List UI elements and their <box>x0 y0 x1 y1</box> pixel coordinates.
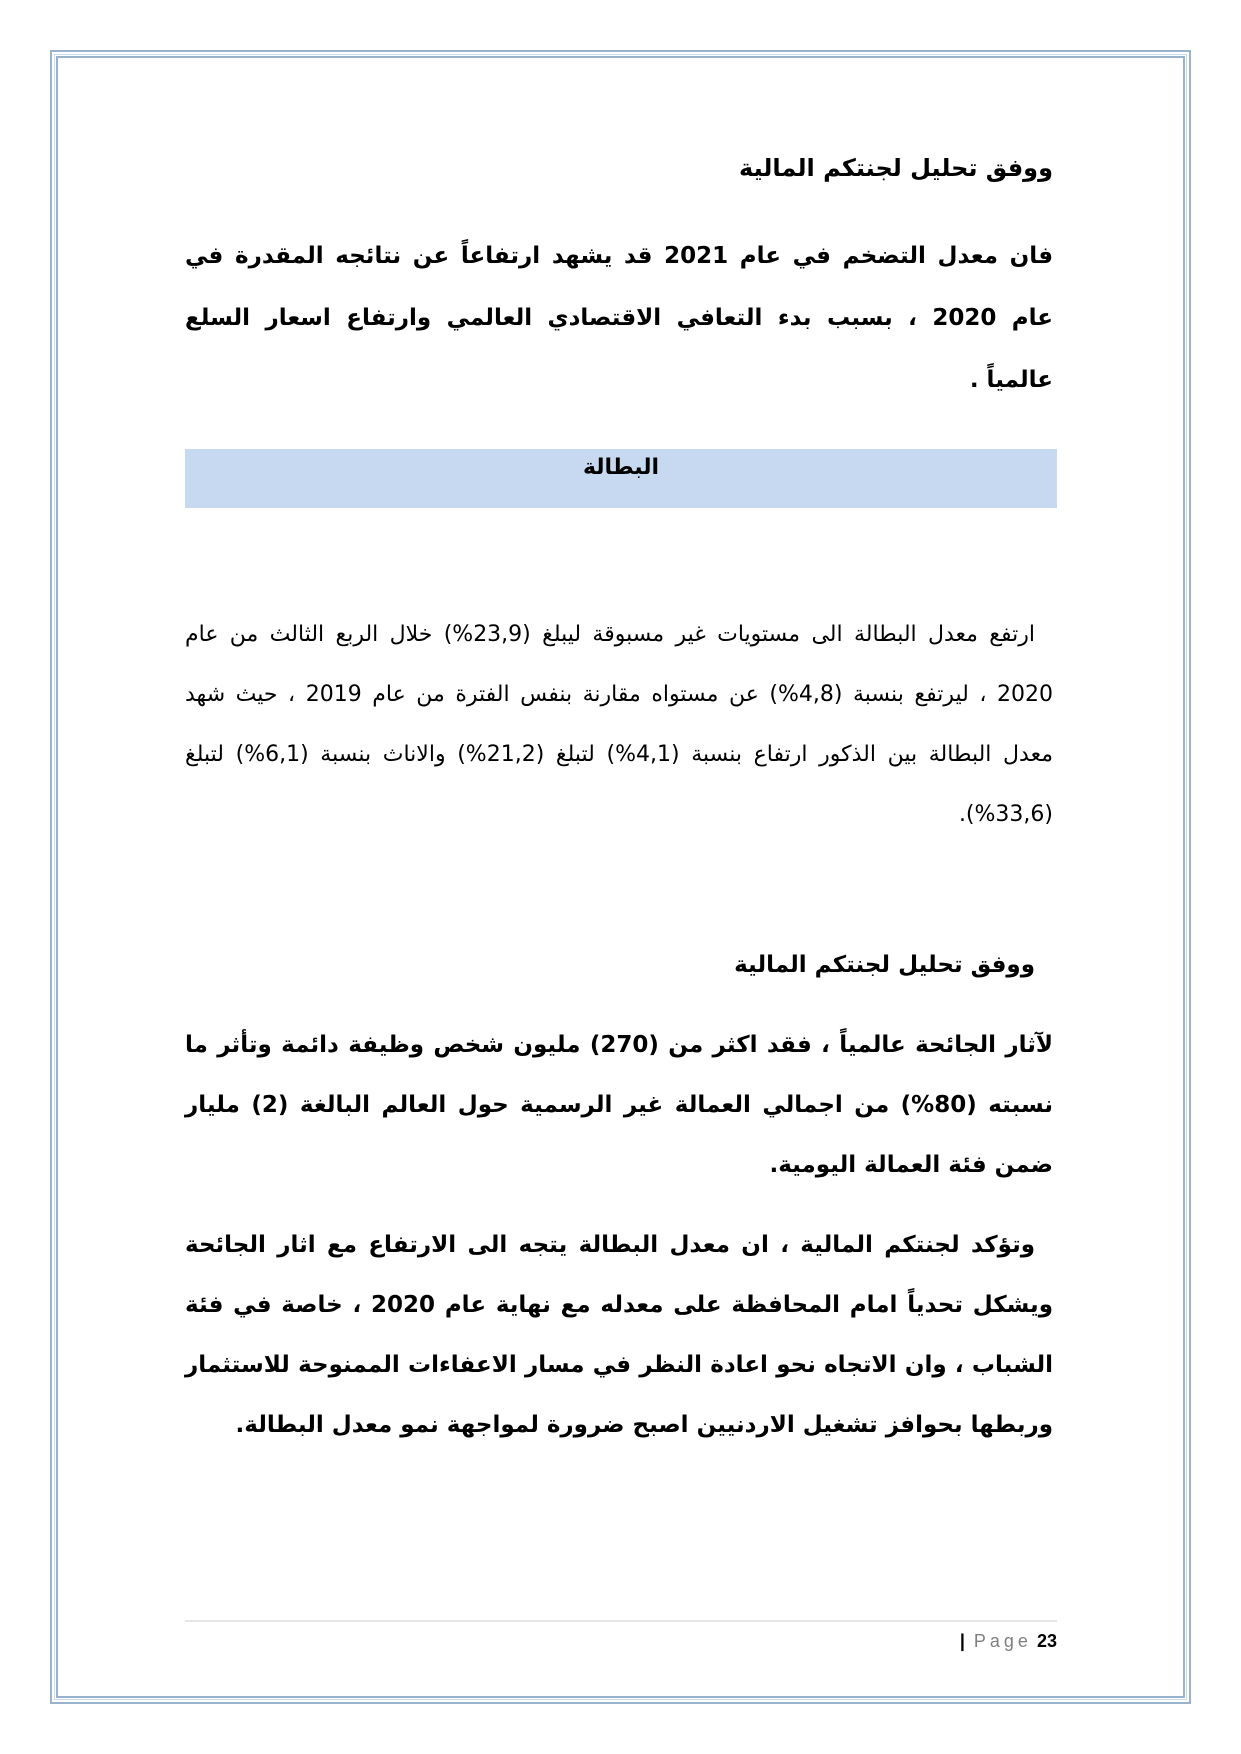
page-footer <box>960 1628 1057 1654</box>
section-heading-financial-committee-2: ووفق تحليل لجنتكم المالية <box>734 952 1035 978</box>
committee-recommendation-paragraph <box>185 1215 1053 1455</box>
section-title-unemployment: البطالة <box>582 455 660 480</box>
section-heading-financial-committee: ووفق تحليل لجنتكم المالية <box>739 154 1053 182</box>
unemployment-statistics-paragraph <box>185 605 1053 845</box>
inflation-paragraph: فان معدل التضخم في عام 2021 قد يشهد ارتفاعاً عن نتائجه المقدرة في عام 2020 ، بسبب بدء التعافي الاقتصادي العالمي وارتفاع اسعار السلع عالمياً . <box>185 243 1053 393</box>
committee-recommendation-text: وتؤكد لجنتكم المالية ، ان معدل البطالة يتجه الى الارتفاع مع اثار الجائحة ويشكل تحدياً امام المحافظة على معدله مع نهاية عام 2020 ، خاصة في فئة الشباب ، وان الاتجاه نحو اعادة النظر في مسار الاعفاءات الممنوحة للاستثمار وربطها بحوافز تشغيل الاردنيين اصبح ضرورة لمواجهة نمو معدل البطالة. <box>185 1232 1053 1438</box>
section-title-bar <box>185 449 1057 508</box>
page-label: Page <box>973 1631 1032 1651</box>
footer-separator: | <box>959 1631 965 1651</box>
unemployment-statistics-text: ارتفع معدل البطالة الى مستويات غير مسبوقة ليبلغ (23,9%) خلال الربع الثالث من عام 2020 ، ليرتفع بنسبة (4,8%) عن مستواه مقارنة بنفس الفترة من عام 2019 ، حيث شهد معدل البطالة بين الذكور ارتفاع بنسبة (4,1%) لتبلغ (21,2%) والاناث بنسبة (6,1%) لتبلغ (33,6%). <box>185 622 1054 827</box>
pandemic-impact-paragraph: لآثار الجائحة عالمياً ، فقد اكثر من (270) مليون شخص وظيفة دائمة وتأثر ما نسبته (80%) من اجمالي العمالة غير الرسمية حول العالم البالغة (2) مليار ضمن فئة العمالة اليومية. <box>185 1032 1054 1178</box>
footer-divider <box>185 1620 1057 1622</box>
page-number: 23 <box>1036 1631 1057 1651</box>
